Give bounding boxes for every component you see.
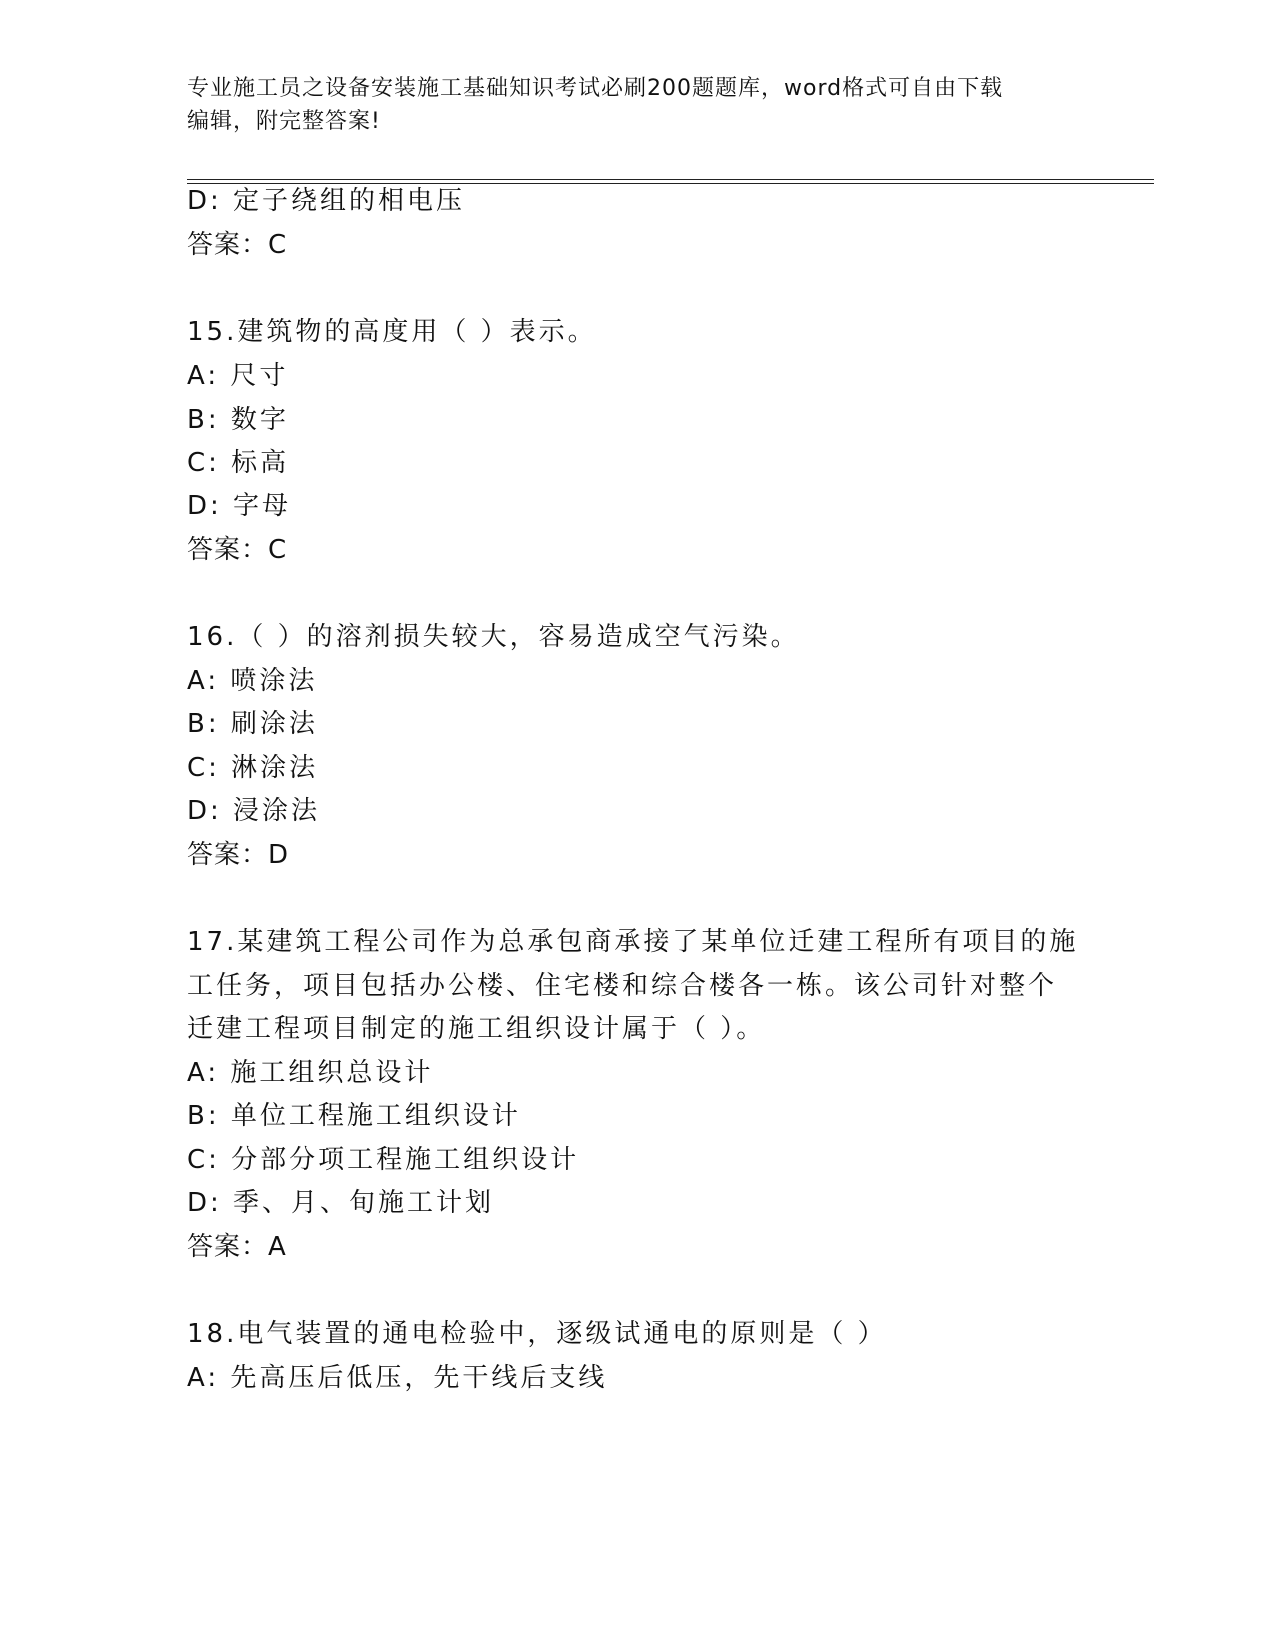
q16-option-c: C: 淋涂法 — [187, 753, 319, 783]
document-header — [187, 72, 1067, 138]
q17-option-d: D: 季、月、旬施工计划 — [187, 1188, 495, 1218]
header-line-1: 专业施工员之设备安装施工基础知识考试必刷200题题库，word格式可自由下载 — [187, 76, 1004, 101]
q17-option-b: B: 单位工程施工组织设计 — [187, 1101, 521, 1131]
prev-option-d: D: 定子绕组的相电压 — [187, 186, 466, 216]
q15-answer: 答案：C — [187, 535, 288, 565]
header-line-2: 编辑，附完整答案! — [187, 109, 381, 134]
q15-option-a: A: 尺寸 — [187, 361, 289, 391]
q18-question: 18.电气装置的通电检验中，逐级试通电的原则是（ ） — [187, 1319, 887, 1349]
prev-answer: 答案：C — [187, 230, 288, 260]
header-divider-bottom — [187, 183, 1154, 184]
q16-option-b: B: 刷涂法 — [187, 709, 318, 739]
q15-option-c: C: 标高 — [187, 448, 290, 478]
q17-question-line-2: 工任务，项目包括办公楼、住宅楼和综合楼各一栋。该公司针对整个 — [187, 971, 1058, 1001]
q16-option-d: D: 浸涂法 — [187, 796, 321, 826]
header-divider-top — [187, 179, 1154, 180]
q15-option-d: D: 字母 — [187, 491, 292, 521]
q17-question-line-1: 17.某建筑工程公司作为总承包商承接了某单位迁建工程所有项目的施 — [187, 927, 1079, 957]
q16-option-a: A: 喷涂法 — [187, 666, 318, 696]
q16-answer: 答案：D — [187, 840, 290, 870]
q15-option-b: B: 数字 — [187, 405, 289, 435]
q17-answer: 答案：A — [187, 1232, 287, 1262]
q15-question: 15.建筑物的高度用（ ）表示。 — [187, 317, 597, 347]
q17-question-line-3: 迁建工程项目制定的施工组织设计属于（ ）。 — [187, 1014, 766, 1044]
q18-option-a: A: 先高压后低压，先干线后支线 — [187, 1363, 608, 1393]
q17-option-c: C: 分部分项工程施工组织设计 — [187, 1145, 580, 1175]
q17-option-a: A: 施工组织总设计 — [187, 1058, 434, 1088]
q16-question: 16.（ ）的溶剂损失较大，容易造成空气污染。 — [187, 622, 800, 652]
